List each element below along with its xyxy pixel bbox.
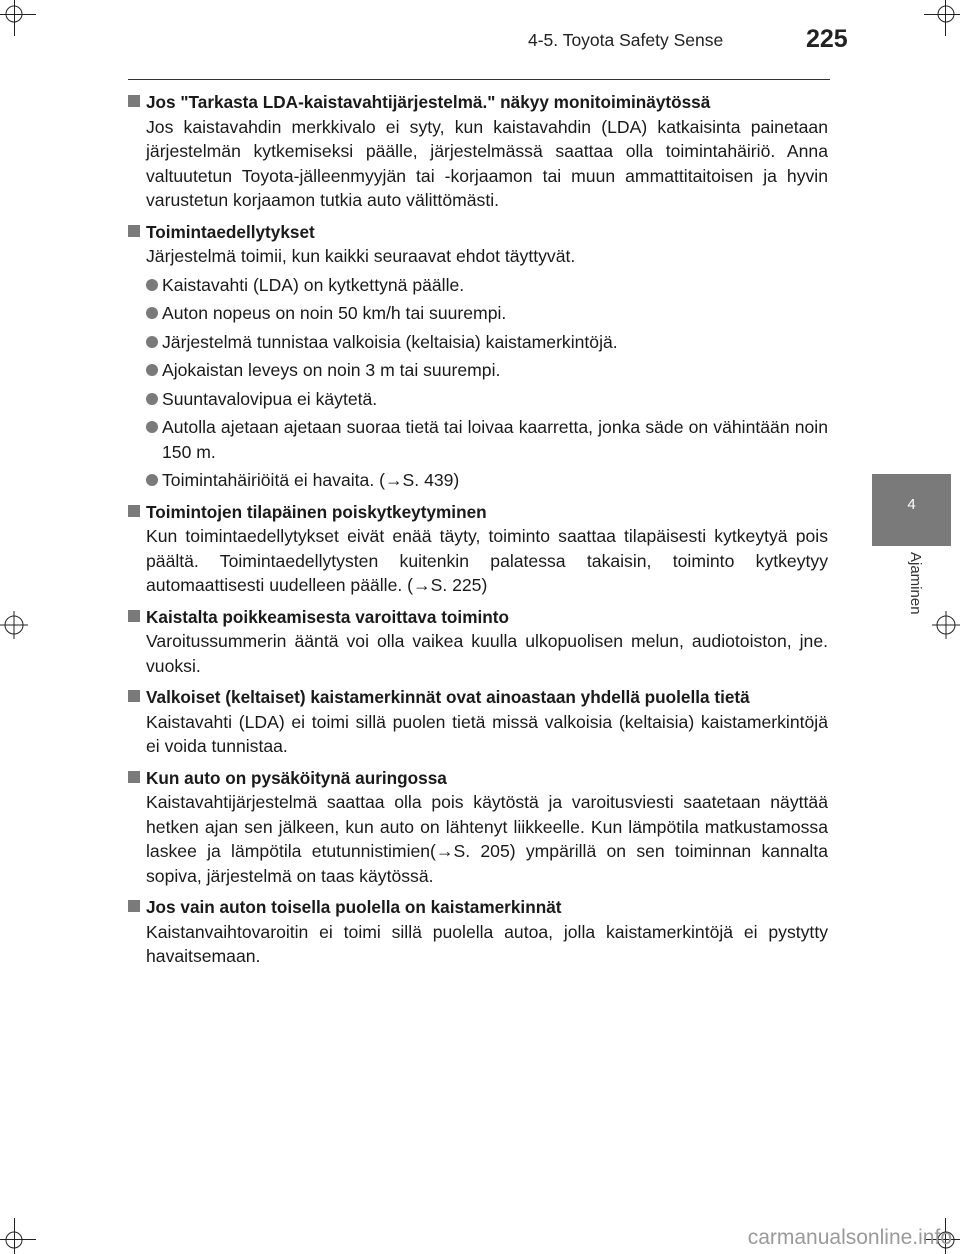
square-bullet-icon bbox=[128, 225, 140, 237]
list-item: Auton nopeus on noin 50 km/h tai suurempi. bbox=[128, 301, 828, 326]
circle-bullet-icon bbox=[146, 279, 158, 291]
section-text: Kun toimintaedellytykset eivät enää täyty, toiminto saattaa tilapäisesti kytkeytyä pois päältä. Toimintaedellytysten kuitenkin palatessa takaisin, toiminto kytkeytyy automaattisesti uudelleen päälle. (→S. 225) bbox=[146, 526, 828, 595]
square-bullet-icon bbox=[128, 505, 140, 517]
header-divider bbox=[128, 79, 830, 80]
section-title: 4-5. Toyota Safety Sense bbox=[528, 30, 724, 50]
section-heading: Toimintojen tilapäinen poiskytkeytyminen bbox=[128, 500, 828, 525]
section bbox=[128, 90, 828, 213]
chapter-number: 4 bbox=[907, 496, 916, 513]
square-bullet-icon bbox=[128, 900, 140, 912]
section-heading: Jos "Tarkasta LDA-kaistavahtijärjestelmä." näkyy monitoiminäytössä bbox=[128, 90, 828, 115]
circle-bullet-icon bbox=[146, 364, 158, 376]
section bbox=[128, 895, 828, 969]
square-bullet-icon bbox=[128, 771, 140, 783]
square-bullet-icon bbox=[128, 690, 140, 702]
page-content bbox=[128, 90, 828, 976]
page-number: 225 bbox=[806, 25, 848, 53]
section-text: Kaistavahtijärjestelmä saattaa olla pois käytöstä ja varoitusviesti saatetaan näyttää hetken ajan sen jälkeen, kun auto on lähtenyt liikkeelle. Kun lämpötila matkustamossa laskee ja lämpötila etutunnistimien(→S. 205) ympärillä on sen toiminnan kannalta sopiva, järjestelmä on taas käytössä. bbox=[146, 792, 828, 886]
section-heading: Kaistalta poikkeamisesta varoittava toiminto bbox=[128, 605, 828, 630]
section-text: Kaistanvaihtovaroitin ei toimi sillä puolella autoa, jolla kaistamerkintöjä ei pystytty havaitsemaan. bbox=[146, 921, 828, 966]
section-text: Kaistavahti (LDA) ei toimi sillä puolen tietä missä valkoisia (keltaisia) kaistamerkintöjä ei voida tunnistaa. bbox=[146, 711, 828, 756]
circle-bullet-icon bbox=[146, 474, 158, 486]
circle-bullet-icon bbox=[146, 393, 158, 405]
registration-mark-icon bbox=[0, 1226, 28, 1254]
square-bullet-icon bbox=[128, 610, 140, 622]
list-item bbox=[128, 468, 828, 493]
section-heading: Toimintaedellytykset bbox=[128, 220, 828, 245]
section bbox=[128, 766, 828, 889]
section-text: Varoitussummerin ääntä voi olla vaikea kuulla ulkopuolisen melun, audiotoiston, jne. vuoksi. bbox=[146, 631, 828, 676]
registration-mark-icon bbox=[0, 611, 28, 639]
section-heading: Valkoiset (keltaiset) kaistamerkinnät ovat ainoastaan yhdellä puolella tietä bbox=[128, 685, 828, 710]
section bbox=[128, 220, 828, 493]
section-heading: Jos vain auton toisella puolella on kaistamerkinnät bbox=[128, 895, 828, 920]
section-heading: Kun auto on pysäköitynä auringossa bbox=[128, 766, 828, 791]
registration-mark-icon bbox=[932, 611, 960, 639]
section bbox=[128, 500, 828, 598]
list-item: Autolla ajetaan ajetaan suoraa tietä tai loivaa kaarretta, jonka säde on vähintään noin 150 m. bbox=[128, 415, 828, 464]
list-item: Järjestelmä tunnistaa valkoisia (keltaisia) kaistamerkintöjä. bbox=[128, 330, 828, 355]
page-reference-link: Toimintahäiriöitä ei havaita. (→S. 439) bbox=[162, 470, 460, 490]
square-bullet-icon bbox=[128, 95, 140, 107]
circle-bullet-icon bbox=[146, 336, 158, 348]
registration-mark-icon bbox=[0, 0, 28, 28]
registration-mark-icon bbox=[932, 0, 960, 28]
section bbox=[128, 605, 828, 679]
watermark: carmanualsonline.info bbox=[747, 1226, 952, 1249]
circle-bullet-icon bbox=[146, 307, 158, 319]
chapter-tab bbox=[872, 474, 951, 546]
section-text: Jos kaistavahdin merkkivalo ei syty, kun kaistavahdin (LDA) katkaisinta painetaan järjestelmän kytkemiseksi päälle, järjestelmässä saattaa olla toimintahäiriö. Anna valtuutetun Toyota-jälleenmyyjän tai -korjaamon tai muun ammattitaitoisen ja hyvin varustetun korjaamon tutkia auto välittömästi. bbox=[146, 116, 828, 210]
list-item: Ajokaistan leveys on noin 3 m tai suurempi. bbox=[128, 358, 828, 383]
section bbox=[128, 685, 828, 759]
list-item: Suuntavalovipua ei käytetä. bbox=[128, 387, 828, 412]
section-text: Järjestelmä toimii, kun kaikki seuraavat ehdot täyttyvät. bbox=[146, 246, 576, 266]
chapter-label: Ajaminen bbox=[907, 552, 924, 615]
circle-bullet-icon bbox=[146, 421, 158, 433]
list-item: Kaistavahti (LDA) on kytkettynä päälle. bbox=[128, 273, 828, 298]
